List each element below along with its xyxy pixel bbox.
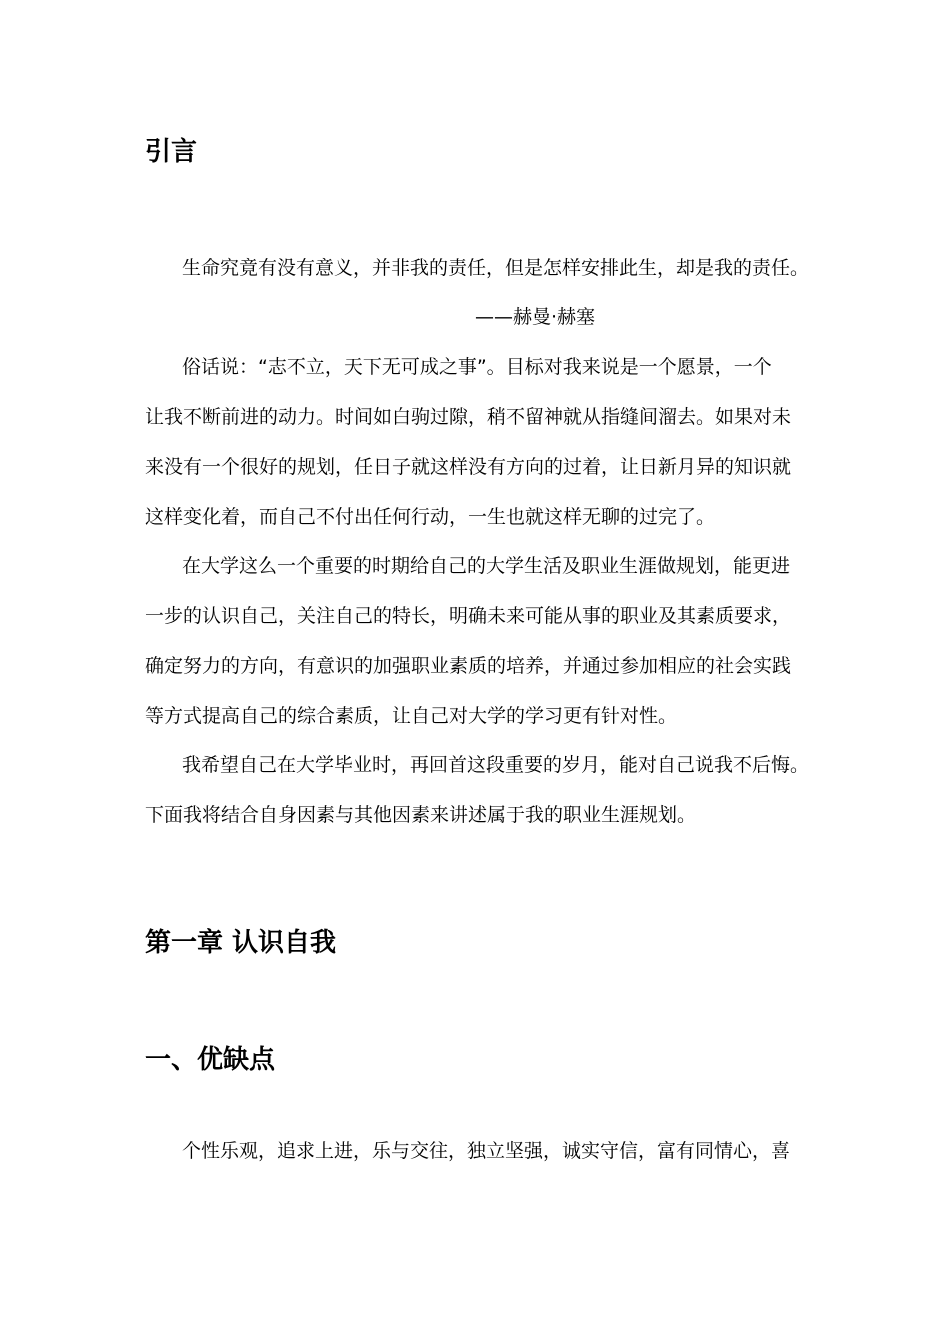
- paragraph-line: 俗话说：“志不立，天下无可成之事”。目标对我来说是一个愿景，一个: [182, 356, 772, 378]
- paragraph-line: 让我不断前进的动力。时间如白驹过隙，稍不留神就从指缝间溜去。如果对未: [145, 406, 792, 428]
- paragraph-line: 这样变化着，而自己不付出任何行动，一生也就这样无聊的过完了。: [145, 506, 716, 528]
- section-heading: 一、优缺点: [145, 1045, 276, 1075]
- paragraph-line: 一步的认识自己，关注自己的特长，明确未来可能从事的职业及其素质要求，: [145, 605, 792, 627]
- paragraph-line: 个性乐观，追求上进，乐与交往，独立坚强，诚实守信，富有同情心，喜: [182, 1140, 791, 1162]
- paragraph-line: 来没有一个很好的规划，任日子就这样没有方向的过着，让日新月异的知识就: [145, 456, 792, 478]
- quote-attribution: ——赫曼·赫塞: [475, 306, 596, 328]
- quote-text: 生命究竟有没有意义，并非我的责任，但是怎样安排此生，却是我的责任。: [182, 257, 810, 279]
- paragraph-line: 等方式提高自己的综合素质，让自己对大学的学习更有针对性。: [145, 705, 678, 727]
- paragraph-line: 我希望自己在大学毕业时，再回首这段重要的岁月，能对自己说我不后悔。: [182, 754, 810, 776]
- paragraph-line: 下面我将结合自身因素与其他因素来讲述属于我的职业生涯规划。: [145, 804, 697, 826]
- paragraph-line: 确定努力的方向，有意识的加强职业素质的培养，并通过参加相应的社会实践: [145, 655, 792, 677]
- paragraph-line: 在大学这么一个重要的时期给自己的大学生活及职业生涯做规划，能更进: [182, 555, 791, 577]
- chapter-heading: 第一章 认识自我: [145, 928, 337, 958]
- intro-heading: 引言: [145, 137, 198, 167]
